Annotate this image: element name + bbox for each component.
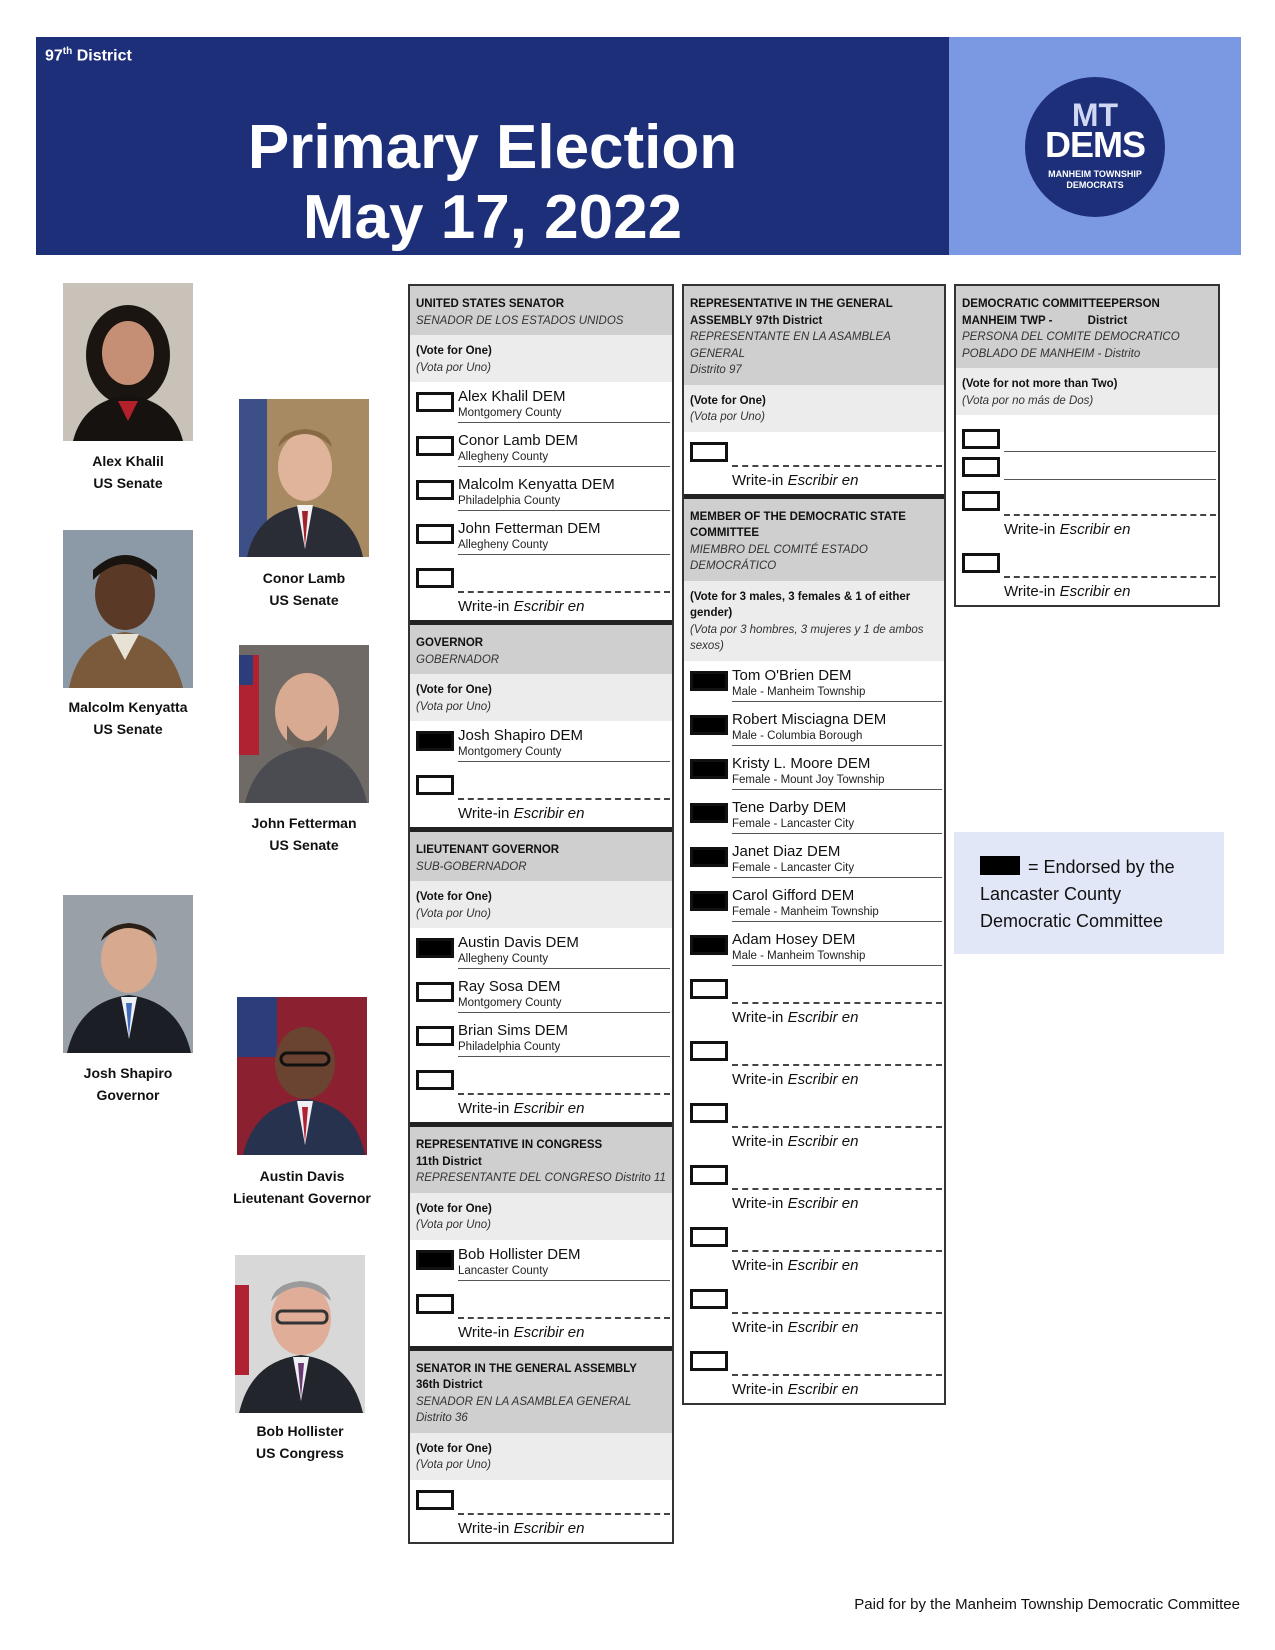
paid-for-disclaimer: Paid for by the Manheim Township Democratic Committee (854, 1596, 1240, 1613)
ballot-choice (684, 705, 944, 749)
vote-oval[interactable] (690, 979, 728, 999)
choice-name: Adam Hosey DEM (732, 930, 856, 948)
choice-detail: Female - Mount Joy Township (732, 774, 942, 790)
ballot-column-3 (954, 284, 1220, 607)
endorsed-vote-oval[interactable] (416, 1250, 454, 1270)
write-in-es: Escribir en (787, 1256, 859, 1274)
write-in-row (956, 543, 1218, 605)
vote-instruction-es: (Vota por no más de Dos) (962, 394, 1094, 407)
choice-name: Kristy L. Moore DEM (732, 754, 871, 772)
district-label (45, 46, 132, 65)
write-in-line[interactable] (1004, 576, 1216, 578)
write-in-row (684, 1341, 944, 1403)
choice-county: Allegheny County (458, 451, 670, 467)
title-line-2: May 17, 2022 (302, 183, 683, 252)
candidate-name: Bob Hollister (256, 1423, 344, 1439)
write-in-label (458, 1100, 584, 1118)
choice-name: Ray Sosa DEM (458, 978, 561, 995)
vote-instruction (410, 674, 672, 721)
contest-title-spanish: SENADOR DE LOS ESTADOS UNIDOS (416, 314, 624, 327)
write-in-en: Write-in (458, 1100, 510, 1117)
choice-county: Lancaster County (458, 1265, 670, 1281)
contest-header (684, 286, 944, 385)
ballot-choice (410, 1240, 672, 1284)
write-in-label (458, 805, 584, 823)
contest-title-spanish: SENADOR EN LA ASAMBLEA GENERAL (416, 1395, 632, 1408)
vote-instruction-en: (Vote for not more than Two) (962, 378, 1118, 390)
candidate-office: US Senate (93, 475, 163, 491)
choice-county: Allegheny County (458, 953, 670, 969)
write-in-line[interactable] (732, 1312, 942, 1314)
legend-text: = Endorsed by the Lancaster County Democratic Committee (980, 857, 1175, 931)
write-in-row (684, 432, 944, 494)
write-in-en: Write-in (458, 1323, 510, 1341)
contest-title: GOVERNOR (416, 637, 484, 649)
vote-instruction-en: (Vote for One) (416, 1202, 492, 1215)
write-in-row (684, 1155, 944, 1217)
candidate-photo-austin-davis (237, 997, 367, 1155)
write-in-line[interactable] (458, 1513, 670, 1515)
choice-name: Conor Lamb DEM (458, 432, 579, 449)
contest-header (956, 286, 1218, 368)
vote-instruction (410, 1193, 672, 1240)
vote-oval[interactable] (962, 491, 1000, 511)
write-in-es: Escribir en (1059, 521, 1131, 538)
write-in-es: Escribir en (787, 1008, 859, 1026)
header-logo-panel (949, 37, 1241, 255)
write-in-en: Write-in (458, 805, 510, 822)
candidate-office: US Congress (256, 1445, 344, 1461)
ballot-choice (410, 928, 672, 972)
vote-instruction (684, 581, 944, 661)
contest-committeeperson (956, 286, 1218, 605)
write-in-es: Escribir en (787, 471, 859, 489)
vote-instruction-en: (Vote for One) (416, 684, 492, 696)
contest-title: MEMBER OF THE DEMOCRATIC STATE (690, 510, 906, 523)
choice-name: Tom O'Brien DEM (732, 666, 852, 684)
contest-title-spanish: GOBERNADOR (416, 653, 500, 666)
choice-name: Malcolm Kenyatta DEM (458, 476, 615, 493)
candidate-office: US Senate (93, 721, 163, 737)
candidate-name: Josh Shapiro (83, 1065, 173, 1081)
contest-header (684, 499, 944, 581)
write-in-es: Escribir en (513, 1323, 585, 1341)
write-in-en: Write-in (458, 1519, 510, 1537)
candidate-photo-bob-hollister (235, 1255, 365, 1413)
endorsed-vote-oval[interactable] (690, 803, 728, 823)
ballot-choice (684, 661, 944, 705)
ballot-choice (684, 793, 944, 837)
contest-title-spanish: REPRESENTANTE EN LA ASAMBLEA GENERAL (690, 331, 891, 360)
contest-district-spanish: POBLADO DE MANHEIM - Distrito (962, 347, 1141, 360)
write-in-row (410, 765, 672, 827)
write-in-label (1004, 521, 1130, 539)
ballot-choice (410, 382, 672, 426)
write-in-line[interactable] (732, 1250, 942, 1252)
write-in-row (684, 1217, 944, 1279)
blank-choice-row (956, 425, 1218, 453)
contest-title-spanish: SUB-GOBERNADOR (416, 860, 527, 873)
write-in-es: Escribir en (513, 805, 585, 822)
contest-title-spanish-cont: DEMOCRÁTICO (690, 560, 777, 572)
mt-dems-logo (1025, 77, 1165, 217)
ballot-choice (410, 514, 672, 558)
contest-header (410, 832, 672, 881)
vote-oval[interactable] (690, 1041, 728, 1061)
choice-name: Tene Darby DEM (732, 798, 847, 816)
write-in-en: Write-in (732, 1194, 784, 1212)
vote-oval[interactable] (416, 524, 454, 544)
write-in-line[interactable] (732, 1002, 942, 1004)
title-line-1: Primary Election (247, 113, 738, 182)
choice-name: Bob Hollister DEM (458, 1245, 581, 1263)
contest-state-committee (684, 494, 944, 1403)
write-in-en: Write-in (732, 1318, 784, 1336)
endorsed-vote-oval[interactable] (690, 759, 728, 779)
candidate-label-austin-davis (207, 1165, 397, 1209)
write-in-label (732, 472, 858, 490)
endorsement-legend (954, 832, 1224, 954)
write-in-label (732, 1133, 858, 1151)
write-in-en: Write-in (732, 471, 784, 489)
write-in-en: Write-in (1004, 583, 1056, 600)
endorsed-vote-oval[interactable] (690, 847, 728, 867)
contest-title: REPRESENTATIVE IN CONGRESS (416, 1139, 603, 1151)
ballot-choice (410, 972, 672, 1016)
contest-district: MANHEIM TWP - District (962, 314, 1128, 327)
contest-title: UNITED STATES SENATOR (416, 298, 565, 310)
write-in-line[interactable] (732, 1064, 942, 1066)
logo-sub-1: MANHEIM TOWNSHIP (1048, 169, 1142, 179)
write-in-label (732, 1381, 858, 1399)
blank-choice-row (956, 453, 1218, 481)
vote-instruction-es: (Vota por Uno) (416, 1459, 491, 1471)
vote-oval[interactable] (690, 1289, 728, 1309)
candidate-name: Malcolm Kenyatta (68, 699, 188, 715)
write-in-row (410, 1284, 672, 1346)
write-in-row (684, 969, 944, 1031)
vote-instruction-es: (Vota por Uno) (416, 700, 491, 713)
vote-oval[interactable] (416, 568, 454, 588)
write-in-row (684, 1093, 944, 1155)
vote-instruction-en: (Vote for One) (416, 345, 492, 357)
choice-name: Josh Shapiro DEM (458, 727, 584, 744)
write-in-en: Write-in (732, 1256, 784, 1274)
candidate-label-malcolm-kenyatta (33, 696, 223, 740)
vote-oval[interactable] (416, 480, 454, 500)
write-in-en: Write-in (1004, 521, 1056, 538)
choice-name: Robert Misciagna DEM (732, 710, 887, 728)
write-in-label (1004, 583, 1130, 601)
write-in-line[interactable] (732, 465, 942, 467)
candidate-photo-alex-khalil (63, 283, 193, 441)
write-in-label (732, 1319, 858, 1337)
choice-detail: Male - Columbia Borough (732, 730, 942, 746)
contest-header (410, 625, 672, 674)
vote-instruction (956, 368, 1218, 415)
write-in-row (410, 1060, 672, 1122)
candidate-office: Lieutenant Governor (233, 1190, 371, 1206)
contest-header (410, 1351, 672, 1433)
ballot-choice (684, 749, 944, 793)
vote-oval[interactable] (416, 982, 454, 1002)
write-in-row (410, 1480, 672, 1542)
choice-name: Alex Khalil DEM (458, 388, 566, 405)
candidate-label-bob-hollister (205, 1420, 395, 1464)
candidate-label-john-fetterman (209, 812, 399, 856)
write-in-es: Escribir en (1059, 583, 1131, 600)
endorsed-vote-oval[interactable] (690, 671, 728, 691)
choice-county: Montgomery County (458, 407, 670, 423)
candidate-photo-malcolm-kenyatta (63, 530, 193, 688)
vote-instruction-en: (Vote for One) (416, 891, 492, 903)
choice-county: Allegheny County (458, 539, 670, 555)
choice-name: Carol Gifford DEM (732, 886, 855, 904)
vote-oval[interactable] (690, 442, 728, 462)
candidate-office: Governor (96, 1087, 160, 1103)
candidate-photo-josh-shapiro (63, 895, 193, 1053)
vote-oval[interactable] (416, 392, 454, 412)
ballot-choice (410, 721, 672, 765)
write-in-en: Write-in (732, 1070, 784, 1088)
vote-oval[interactable] (962, 429, 1000, 449)
vote-oval[interactable] (962, 457, 1000, 477)
contest-header (410, 1127, 672, 1193)
contest-state-senator (410, 1346, 672, 1542)
vote-instruction-es: (Vota por Uno) (416, 361, 491, 374)
contest-us-congress (410, 1122, 672, 1346)
write-in-row (684, 1031, 944, 1093)
contest-header (410, 286, 672, 335)
ballot-choice (410, 426, 672, 470)
header-banner (36, 37, 1241, 255)
write-in-line[interactable] (458, 1093, 670, 1095)
contest-district: 36th District (416, 1379, 483, 1391)
contest-title-spanish: PERSONA DEL COMITE DEMOCRATICO (962, 331, 1180, 343)
write-in-line[interactable] (1004, 514, 1216, 516)
write-in-es: Escribir en (787, 1132, 859, 1150)
choice-name: Janet Diaz DEM (732, 842, 841, 860)
write-in-es: Escribir en (787, 1318, 859, 1336)
write-in-es: Escribir en (787, 1380, 859, 1398)
endorsed-vote-oval[interactable] (690, 715, 728, 735)
choice-detail: Female - Lancaster City (732, 818, 942, 834)
vote-oval[interactable] (416, 1294, 454, 1314)
contest-us-senator (410, 286, 672, 620)
contest-district-spanish: Distrito 36 (416, 1412, 468, 1424)
vote-instruction (410, 1433, 672, 1480)
ballot-choice (684, 837, 944, 881)
write-in-label (458, 1520, 584, 1538)
contest-district: ASSEMBLY 97th District (690, 314, 823, 327)
candidate-office: US Senate (269, 837, 339, 853)
ballot-column-2 (682, 284, 946, 1405)
choice-county: Montgomery County (458, 746, 670, 762)
ballot-choice (410, 470, 672, 514)
candidate-label-conor-lamb (209, 567, 399, 611)
contest-title: SENATOR IN THE GENERAL ASSEMBLY (416, 1362, 637, 1375)
logo-dems: DEMS (1044, 124, 1145, 165)
write-in-es: Escribir en (513, 1100, 585, 1117)
write-in-line[interactable] (458, 1317, 670, 1319)
endorsed-vote-oval[interactable] (690, 935, 728, 955)
contest-district: 11th District (416, 1155, 482, 1168)
choice-detail: Male - Manheim Township (732, 686, 942, 702)
candidate-photo-john-fetterman (239, 645, 369, 803)
header-title-panel (36, 37, 949, 255)
choice-detail: Female - Lancaster City (732, 862, 942, 878)
contest-title: DEMOCRATIC COMMITTEEPERSON (962, 298, 1160, 310)
vote-instruction-en: (Vote for 3 males, 3 females & 1 of either gender) (690, 590, 911, 619)
write-in-line[interactable] (458, 591, 670, 593)
choice-detail: Female - Manheim Township (732, 906, 942, 922)
contest-title: REPRESENTATIVE IN THE GENERAL (690, 298, 893, 310)
vote-oval[interactable] (416, 436, 454, 456)
write-in-en: Write-in (732, 1380, 784, 1398)
ballot-column-1 (408, 284, 674, 1544)
write-in-row (956, 481, 1218, 543)
write-in-label (458, 598, 584, 616)
contest-title-spanish: REPRESENTANTE DEL CONGRESO Distrito 11 (416, 1172, 666, 1184)
vote-instruction (410, 881, 672, 928)
contest-district-spanish: Distrito 97 (690, 364, 742, 376)
contest-governor (410, 620, 672, 827)
logo-mt: MT (1071, 97, 1119, 133)
vote-oval[interactable] (690, 1103, 728, 1123)
write-in-line[interactable] (732, 1374, 942, 1376)
district-word: District (72, 47, 132, 65)
name-line[interactable] (1004, 451, 1216, 452)
write-in-row (684, 1279, 944, 1341)
write-in-en: Write-in (732, 1008, 784, 1026)
write-in-line[interactable] (732, 1126, 942, 1128)
choice-county: Philadelphia County (458, 495, 670, 511)
vote-instruction-en: (Vote for One) (690, 394, 766, 407)
write-in-row (410, 558, 672, 620)
vote-oval[interactable] (690, 1351, 728, 1371)
write-in-es: Escribir en (787, 1194, 859, 1212)
candidate-name: Conor Lamb (262, 570, 346, 586)
write-in-label (732, 1071, 858, 1089)
write-in-label (732, 1195, 858, 1213)
district-number: 97 (45, 47, 63, 65)
contest-title: LIEUTENANT GOVERNOR (416, 844, 560, 856)
name-line[interactable] (1004, 479, 1216, 480)
write-in-line[interactable] (732, 1188, 942, 1190)
choice-name: John Fetterman DEM (458, 520, 601, 537)
write-in-line[interactable] (458, 798, 670, 800)
vote-instruction-es: (Vota por Uno) (416, 907, 491, 920)
ballot-choice (684, 881, 944, 925)
write-in-label (458, 1324, 584, 1342)
choice-detail: Male - Manheim Township (732, 950, 942, 966)
candidate-name: Alex Khalil (92, 453, 164, 469)
logo-subtitle (1025, 169, 1165, 191)
candidate-name: John Fetterman (251, 815, 357, 831)
write-in-es: Escribir en (787, 1070, 859, 1088)
vote-instruction-es: (Vota por Uno) (690, 411, 765, 423)
contest-title-cont: COMMITTEE (690, 527, 759, 539)
contest-state-representative (684, 286, 944, 494)
vote-oval[interactable] (416, 1490, 454, 1510)
candidate-office: US Senate (269, 592, 339, 608)
district-ordinal: th (62, 46, 73, 57)
vote-oval[interactable] (690, 1227, 728, 1247)
write-in-es: Escribir en (513, 1519, 585, 1537)
vote-instruction-es: (Vota por 3 hombres, 3 mujeres y 1 de ambos sexos) (690, 623, 924, 652)
candidate-photo-conor-lamb (239, 399, 369, 557)
contest-title-spanish: MIEMBRO DEL COMITÉ ESTADO (690, 543, 868, 556)
vote-instruction (410, 335, 672, 382)
vote-oval[interactable] (416, 1070, 454, 1090)
vote-oval[interactable] (690, 1165, 728, 1185)
choice-name: Brian Sims DEM (458, 1022, 569, 1039)
candidate-label-josh-shapiro (33, 1062, 223, 1106)
choice-county: Montgomery County (458, 997, 670, 1013)
vote-instruction (684, 385, 944, 432)
vote-oval[interactable] (416, 775, 454, 795)
write-in-en: Write-in (732, 1132, 784, 1150)
logo-sub-2: DEMOCRATS (1066, 180, 1124, 190)
write-in-label (732, 1257, 858, 1275)
choice-name: Austin Davis DEM (458, 934, 579, 951)
vote-instruction-es: (Vota por Uno) (416, 1219, 491, 1231)
vote-oval[interactable] (416, 1026, 454, 1046)
vote-oval[interactable] (962, 553, 1000, 573)
vote-instruction-en: (Vote for One) (416, 1442, 492, 1455)
contest-lieutenant-governor (410, 827, 672, 1122)
write-in-es: Escribir en (513, 598, 585, 615)
candidate-name: Austin Davis (259, 1168, 345, 1184)
candidate-label-alex-khalil (33, 450, 223, 494)
choice-county: Philadelphia County (458, 1041, 670, 1057)
endorsed-vote-oval[interactable] (690, 891, 728, 911)
write-in-en: Write-in (458, 598, 510, 615)
ballot-choice (684, 925, 944, 969)
endorsed-vote-oval[interactable] (416, 731, 454, 751)
endorsed-vote-oval[interactable] (416, 938, 454, 958)
ballot-choice (410, 1016, 672, 1060)
write-in-label (732, 1009, 858, 1027)
